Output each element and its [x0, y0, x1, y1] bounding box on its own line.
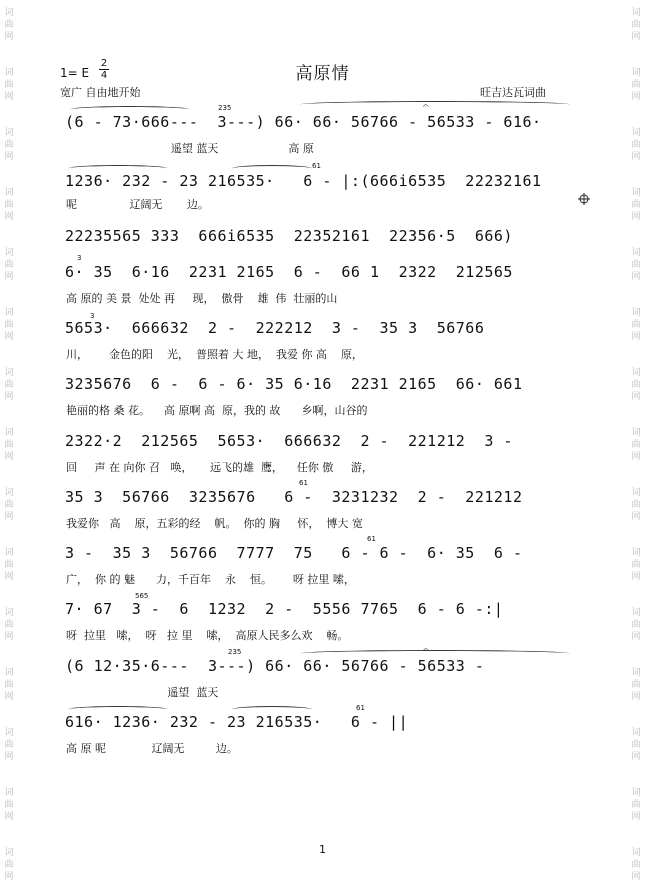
music-line-10: 7· 67 3 - 6 1232 2 - 5556 7765 6 - 6 -:| [65, 600, 504, 618]
watermark-char: 网 [4, 332, 14, 342]
watermark-char: 网 [631, 872, 641, 882]
watermark-char: 网 [631, 392, 641, 402]
watermark-char: 曲 [4, 20, 14, 30]
watermark-char: 曲 [631, 740, 641, 750]
watermark-char: 网 [4, 692, 14, 702]
lyric-line-7: 回 声 在 向你 召 唤， 远飞的雄 鹰， 任你 傲 游， [66, 461, 373, 474]
watermark-char: 网 [631, 452, 641, 462]
page-number: 1 [319, 843, 326, 856]
watermark-char: 词 [631, 428, 641, 438]
lyric-line-9: 广， 你 的 魅 力，千百年 永 恒。 呀 拉里 嗦， [66, 573, 355, 586]
watermark-char: 词 [4, 548, 14, 558]
watermark-char: 网 [631, 812, 641, 822]
watermark-char: 网 [4, 632, 14, 642]
watermark-char: 曲 [4, 200, 14, 210]
watermark-char: 网 [4, 512, 14, 522]
lyric-line-11: 遥望 蓝天 [66, 686, 219, 699]
watermark-char: 曲 [631, 800, 641, 810]
watermark-char: 曲 [4, 560, 14, 570]
watermark-char: 曲 [631, 20, 641, 30]
watermark-char: 曲 [631, 440, 641, 450]
triplet-mark: 3 [90, 312, 95, 320]
watermark-char: 词 [4, 728, 14, 738]
lyric-line-8: 我爱你 高 原，五彩的经 帆。 你的 胸 怀， 博大 宽 [66, 517, 363, 530]
watermark-char: 曲 [4, 80, 14, 90]
watermark-right [629, 0, 643, 891]
watermark-char: 网 [4, 452, 14, 462]
watermark-char: 网 [631, 632, 641, 642]
watermark-char: 曲 [631, 860, 641, 870]
slur [68, 706, 168, 713]
watermark-char: 网 [4, 572, 14, 582]
watermark-char: 曲 [4, 140, 14, 150]
music-line-11: (6 12·35·6--- 3---) 66· 66· 56766 - 56533 - [65, 657, 485, 675]
watermark-char: 词 [631, 248, 641, 258]
watermark-char: 网 [4, 272, 14, 282]
watermark-char: 词 [631, 128, 641, 138]
music-line-2: 1236· 232 - 23 216535· 6 - |:(666i6535 22232161 [65, 172, 542, 190]
watermark-char: 曲 [4, 800, 14, 810]
watermark-char: 词 [631, 728, 641, 738]
grace-note-61: 61 [312, 162, 321, 170]
lyric-line-4: 高 原的 美 景 处处 再 现， 傲骨 雄 伟 壮丽的山 [66, 292, 338, 305]
watermark-char: 词 [631, 68, 641, 78]
watermark-char: 曲 [4, 860, 14, 870]
watermark-char: 曲 [631, 80, 641, 90]
watermark-char: 曲 [631, 140, 641, 150]
watermark-char: 网 [631, 752, 641, 762]
watermark-char: 词 [4, 8, 14, 18]
watermark-char: 曲 [4, 740, 14, 750]
watermark-char: 曲 [631, 260, 641, 270]
watermark-char: 网 [4, 32, 14, 42]
watermark-char: 曲 [631, 380, 641, 390]
watermark-char: 曲 [631, 680, 641, 690]
watermark-char: 词 [4, 788, 14, 798]
watermark-char: 曲 [4, 320, 14, 330]
grace-note-235-b: 235 [228, 648, 242, 656]
watermark-char: 词 [631, 368, 641, 378]
watermark-char: 网 [631, 332, 641, 342]
fermata-mark-b: 𝄐 [423, 645, 429, 656]
watermark-char: 网 [4, 752, 14, 762]
watermark-char: 网 [631, 572, 641, 582]
watermark-char: 词 [631, 8, 641, 18]
tempo-marking: 宽广 自由地开始 [60, 86, 141, 99]
watermark-char: 网 [4, 812, 14, 822]
grace-note-61-c: 61 [367, 535, 376, 543]
watermark-char: 词 [4, 128, 14, 138]
watermark-char: 曲 [631, 320, 641, 330]
lyric-line-2: 呢 辽阔无 边。 [66, 198, 209, 211]
watermark-char: 曲 [4, 380, 14, 390]
music-line-8: 35 3 56766 3235676 6 - 3231232 2 - 221212 [65, 488, 523, 506]
watermark-char: 曲 [631, 200, 641, 210]
watermark-char: 词 [631, 548, 641, 558]
meter-bottom: 4 [100, 70, 108, 81]
watermark-char: 网 [631, 92, 641, 102]
watermark-char: 词 [4, 188, 14, 198]
watermark-char: 曲 [4, 500, 14, 510]
slur [232, 165, 312, 172]
grace-note-565: 565 [135, 592, 149, 600]
slur [68, 165, 168, 172]
composer-credit: 旺吉达瓦词曲 [480, 86, 546, 99]
music-line-9: 3 - 35 3 56766 7777 75 6 - 6 - 6· 35 6 - [65, 544, 523, 562]
music-line-3: 22235565 333 666i6535 22352161 22356·5 666) [65, 227, 513, 245]
triplet-mark-b: 3 [77, 254, 82, 262]
lyric-line-5: 川， 金色的阳 光， 普照着 大 地， 我爱 你 高 原， [66, 348, 363, 361]
watermark-char: 网 [631, 212, 641, 222]
watermark-char: 曲 [4, 440, 14, 450]
fermata-mark: 𝄐 [423, 101, 429, 112]
watermark-char: 词 [4, 608, 14, 618]
music-line-4: 6· 35 6·16 2231 2165 6 - 66 1 2322 212565 [65, 263, 513, 281]
watermark-char: 网 [631, 272, 641, 282]
watermark-char: 词 [4, 368, 14, 378]
lyric-line-6: 艳丽的格 桑 花。 高 原啊 高 原，我的 故 乡啊，山谷的 [66, 404, 368, 417]
watermark-char: 曲 [631, 560, 641, 570]
grace-note-235: 235 [218, 104, 232, 112]
watermark-char: 词 [4, 68, 14, 78]
song-title: 高原情 [295, 64, 350, 84]
time-signature [98, 58, 110, 81]
watermark-char: 词 [4, 668, 14, 678]
watermark-left [2, 0, 16, 891]
lyric-line-12: 高 原 呢 辽阔无 边。 [66, 742, 238, 755]
watermark-char: 词 [631, 848, 641, 858]
watermark-char: 曲 [4, 680, 14, 690]
slur [70, 106, 190, 113]
lyric-line-1: 遥望 蓝天 高 原 [66, 142, 314, 155]
key-signature: 1= E [60, 66, 90, 80]
slur [300, 101, 570, 108]
watermark-char: 网 [4, 92, 14, 102]
watermark-char: 曲 [4, 260, 14, 270]
music-line-5: 5653· 666632 2 - 222212 3 - 35 3 56766 [65, 319, 485, 337]
meter-top: 2 [100, 58, 108, 69]
watermark-char: 词 [631, 308, 641, 318]
music-line-6: 3235676 6 - 6 - 6· 35 6·16 2231 2165 66· 661 [65, 375, 523, 393]
music-line-1: (6 - 73·666--- 3---) 66· 66· 56766 - 56533 - 616· [65, 113, 542, 131]
watermark-char: 网 [4, 872, 14, 882]
watermark-char: 词 [631, 188, 641, 198]
watermark-char: 词 [4, 308, 14, 318]
watermark-char: 词 [4, 848, 14, 858]
watermark-char: 网 [631, 692, 641, 702]
music-line-7: 2322·2 212565 5653· 666632 2 - 221212 3 - [65, 432, 513, 450]
watermark-char: 曲 [631, 500, 641, 510]
watermark-char: 词 [4, 488, 14, 498]
watermark-char: 网 [4, 212, 14, 222]
music-line-12: 616· 1236· 232 - 23 216535· 6 - || [65, 713, 409, 731]
watermark-char: 词 [631, 608, 641, 618]
watermark-char: 词 [4, 428, 14, 438]
crosshair-icon [578, 193, 590, 205]
watermark-char: 曲 [631, 620, 641, 630]
grace-note-61-d: 61 [356, 704, 365, 712]
watermark-char: 词 [4, 248, 14, 258]
watermark-char: 曲 [4, 620, 14, 630]
watermark-char: 网 [631, 512, 641, 522]
watermark-char: 网 [4, 152, 14, 162]
watermark-char: 网 [4, 392, 14, 402]
slur [232, 706, 312, 713]
watermark-char: 词 [631, 488, 641, 498]
watermark-char: 网 [631, 152, 641, 162]
watermark-char: 词 [631, 668, 641, 678]
grace-note-61-b: 61 [299, 479, 308, 487]
slur [300, 650, 570, 657]
watermark-char: 网 [631, 32, 641, 42]
lyric-line-10: 呀 拉里 嗦， 呀 拉 里 嗦， 高原人民多么欢 畅。 [66, 629, 349, 642]
watermark-char: 词 [631, 788, 641, 798]
